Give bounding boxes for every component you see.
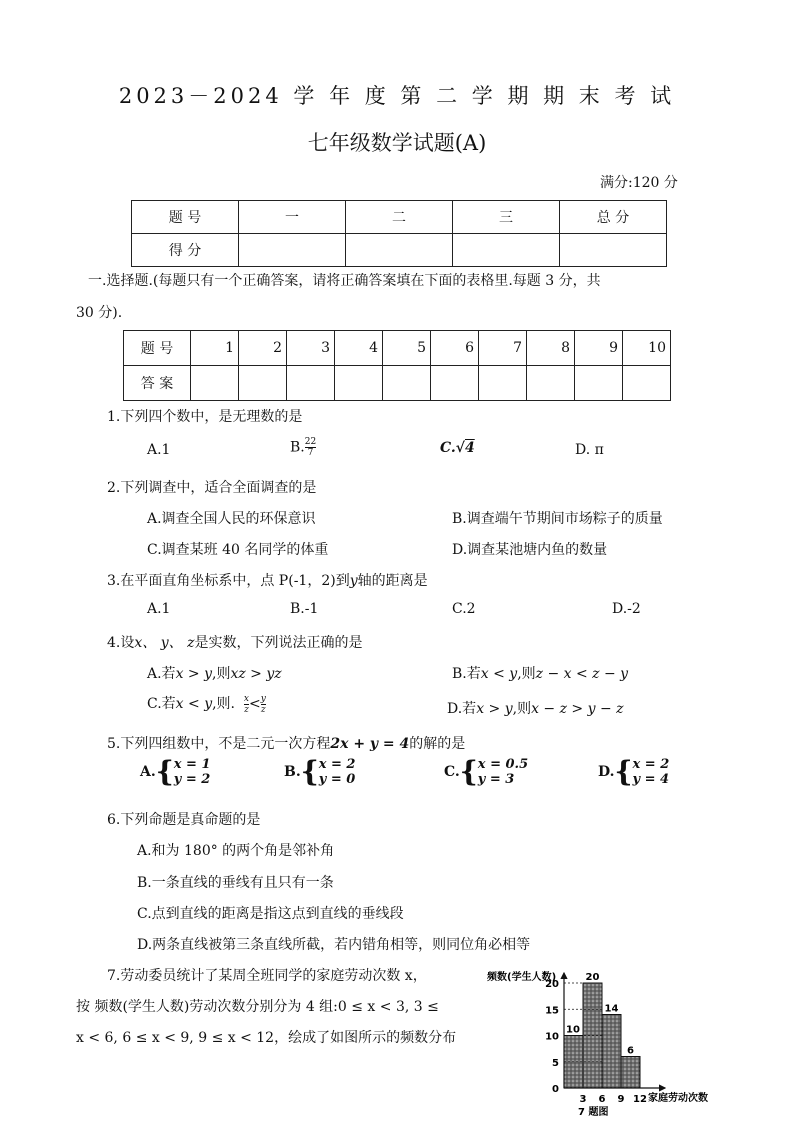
brace-icon: { — [300, 755, 319, 788]
answer-table — [123, 330, 671, 401]
q5-stem-math: 2x + y = 4 — [330, 736, 410, 752]
q4-a-pre: A.若 — [147, 666, 176, 682]
x-tick-labels — [580, 1094, 647, 1105]
q4-d-math: x > y — [476, 701, 513, 717]
q5-c-eq1: x = 0.5 — [477, 757, 529, 772]
q5-a-system — [174, 757, 211, 787]
answer-blank[interactable] — [527, 366, 575, 401]
q5-b-eq1: x = 2 — [318, 757, 356, 772]
y-tick-label: 15 — [545, 1005, 559, 1017]
q5-c-label: C. — [444, 764, 460, 780]
q4-b-mid: ,则 — [517, 666, 536, 682]
q3-stem-a: 3.在平面直角坐标系中，点 P(-1，2)到 — [107, 573, 350, 589]
x-tick-label: 12 — [633, 1094, 647, 1105]
frequency-histogram — [480, 968, 730, 1118]
q6-option-a: A.和为 180° 的两个角是邻补角 — [137, 843, 335, 859]
q5-option-a — [140, 757, 211, 787]
exam-subtitle: 七年级数学试题(A) — [307, 131, 487, 155]
score-table — [131, 200, 667, 267]
bar-value-label: 6 — [627, 1045, 634, 1057]
answer-blank[interactable] — [287, 366, 335, 401]
sqrt-icon: √ — [455, 440, 465, 456]
q4-d-mid: ,则 — [512, 701, 532, 717]
answer-number: 1 — [191, 331, 239, 366]
answer-number: 5 — [383, 331, 431, 366]
q4-d-math2: x − z > y − z — [531, 701, 624, 717]
q4-c-l-num: x — [243, 693, 249, 704]
q4-c-r-den: z — [260, 704, 266, 715]
q5-a-eq2: y = 2 — [173, 772, 211, 787]
answer-number: 2 — [239, 331, 287, 366]
q2-option-c: C.调查某班 40 名同学的体重 — [147, 542, 329, 558]
q2-option-b: B.调查端午节期间市场粽子的质量 — [452, 511, 663, 527]
q5-c-eq2: y = 3 — [477, 772, 515, 787]
score-blank[interactable] — [239, 234, 346, 267]
score-cell: 一 — [239, 201, 346, 234]
q3-option-c: C.2 — [452, 601, 476, 617]
answer-number: 7 — [479, 331, 527, 366]
answer-table-label: 答 案 — [124, 366, 191, 401]
q2-option-a: A.调查全国人民的环保意识 — [147, 511, 316, 527]
q5-option-b — [284, 757, 355, 787]
q5-d-label: D. — [598, 764, 615, 780]
q4-b-math2: z − x < z − y — [535, 666, 629, 682]
q4-b-pre: B.若 — [452, 666, 481, 682]
q4-option-a — [147, 663, 282, 683]
q3-stem — [107, 570, 428, 590]
y-tick-label: 10 — [545, 1031, 559, 1043]
q5-b-eq2: y = 0 — [318, 772, 356, 787]
q2-option-d: D.调查某池塘内鱼的数量 — [452, 542, 608, 558]
histogram-bar — [621, 1057, 640, 1089]
q4-c-frac-right — [261, 694, 266, 715]
score-cell: 总 分 — [560, 201, 667, 234]
q4-option-c — [147, 693, 266, 715]
answer-blank[interactable] — [575, 366, 623, 401]
q5-b-system — [319, 757, 356, 787]
answer-blank[interactable] — [479, 366, 527, 401]
q1-stem: 1.下列四个数中，是无理数的是 — [107, 409, 303, 425]
q7-line1: 7.劳动委员统计了某周全班同学的家庭劳动次数 x， — [107, 968, 427, 984]
y-tick-labels — [545, 979, 559, 1095]
score-blank[interactable] — [560, 234, 667, 267]
q4-c-mid: ,则. — [212, 696, 236, 712]
q1-fraction — [305, 437, 316, 458]
score-cell: 三 — [453, 201, 560, 234]
y-tick-label: 20 — [545, 979, 559, 990]
q1-option-c-label: C. — [440, 440, 456, 456]
q3-option-a: A.1 — [147, 601, 171, 617]
answer-blank[interactable] — [623, 366, 671, 401]
q4-c-r-num: y — [260, 693, 266, 704]
score-table-header-row — [132, 201, 667, 234]
answer-blank[interactable] — [431, 366, 479, 401]
q1-option-c — [440, 440, 475, 456]
x-axis-label: 家庭劳动次数 — [648, 1093, 708, 1104]
exam-title: 2023－2024 学 年 度 第 二 学 期 期 末 考 试 — [118, 84, 676, 108]
q3-option-d: D.-2 — [612, 601, 641, 617]
q4-a-mid: ,则 — [212, 666, 231, 682]
answer-table-label: 题 号 — [124, 331, 191, 366]
bar-value-label: 20 — [585, 972, 600, 983]
score-blank[interactable] — [346, 234, 453, 267]
section-intro-line2: 30 分). — [76, 305, 123, 321]
brace-icon: { — [614, 755, 633, 788]
less-than-icon: < — [249, 696, 261, 712]
q5-a-eq1: x = 1 — [173, 757, 211, 772]
q7-line3: x < 6, 6 ≤ x < 9, 9 ≤ x < 12，绘成了如图所示的频数分布 — [76, 1030, 457, 1046]
full-score: 满分:120 分 — [600, 175, 678, 191]
q4-stem-a: 4.设 — [107, 635, 135, 651]
answer-blank[interactable] — [191, 366, 239, 401]
q5-stem — [107, 733, 465, 753]
q5-d-system — [633, 757, 670, 787]
q5-stem-a: 5.下列四组数中，不是二元一次方程 — [107, 736, 331, 752]
x-tick-label: 3 — [579, 1094, 587, 1105]
q4-a-math: x > y — [175, 666, 212, 682]
y-tick-label: 0 — [552, 1084, 559, 1095]
q5-a-label: A. — [140, 764, 156, 780]
score-blank[interactable] — [453, 234, 560, 267]
score-table-score-row — [132, 234, 667, 267]
q4-option-b — [452, 663, 628, 683]
answer-blank[interactable] — [239, 366, 287, 401]
chart-caption: 7 题图 — [578, 1107, 609, 1118]
q4-c-l-den: z — [244, 704, 249, 715]
q6-option-b: B.一条直线的垂线有且只有一条 — [137, 875, 334, 891]
brace-icon: { — [155, 755, 174, 788]
y-tick-label: 5 — [552, 1057, 559, 1069]
answer-number: 10 — [623, 331, 671, 366]
q3-stem-var: y — [349, 573, 358, 589]
q4-a-math2: xz > yz — [230, 666, 282, 682]
x-tick-label: 9 — [617, 1094, 625, 1105]
q5-d-eq1: x = 2 — [632, 757, 670, 772]
answer-table-number-row — [124, 331, 671, 366]
answer-number: 4 — [335, 331, 383, 366]
q4-stem-vars: x、 y、 z — [134, 635, 195, 651]
q5-d-eq2: y = 4 — [632, 772, 670, 787]
answer-number: 9 — [575, 331, 623, 366]
brace-icon: { — [459, 755, 478, 788]
q1-option-b — [290, 437, 316, 458]
bar-value-label: 10 — [566, 1024, 580, 1036]
answer-blank[interactable] — [383, 366, 431, 401]
q3-stem-b: 轴的距离是 — [357, 573, 428, 589]
q5-c-system — [478, 757, 528, 787]
q1-option-a: A.1 — [147, 442, 171, 458]
q6-stem: 6.下列命题是真命题的是 — [107, 812, 261, 828]
q4-c-math: x < y — [175, 696, 213, 712]
q4-d-pre: D.若 — [447, 701, 477, 717]
q1-option-d: D. π — [575, 442, 604, 458]
q7-line2: 按 频数(学生人数)劳动次数分别分为 4 组:0 ≤ x < 3, 3 ≤ — [76, 999, 439, 1015]
histogram-bar — [602, 1015, 621, 1089]
y-axis-label: 频数(学生人数) — [487, 972, 557, 983]
q3-option-b: B.-1 — [290, 601, 319, 617]
x-tick-label: 6 — [598, 1094, 606, 1105]
q1-frac-num: 22 — [304, 437, 317, 447]
q4-stem — [107, 632, 362, 652]
q5-b-label: B. — [284, 764, 301, 780]
q4-c-pre: C.若 — [147, 696, 176, 712]
q4-b-math: x < y — [480, 666, 518, 682]
q6-option-c: C.点到直线的距离是指这点到直线的垂线段 — [137, 906, 404, 922]
answer-table-answer-row — [124, 366, 671, 401]
score-cell: 得 分 — [132, 234, 239, 267]
score-cell: 二 — [346, 201, 453, 234]
answer-number: 8 — [527, 331, 575, 366]
score-cell: 题 号 — [132, 201, 239, 234]
q1-frac-den: 7 — [307, 448, 314, 458]
q2-stem: 2.下列调查中，适合全面调查的是 — [107, 480, 317, 496]
answer-number: 6 — [431, 331, 479, 366]
q5-option-d — [598, 757, 669, 787]
answer-blank[interactable] — [335, 366, 383, 401]
q4-stem-b: 是实数，下列说法正确的是 — [194, 635, 363, 651]
q4-option-d — [447, 698, 624, 718]
q6-option-d: D.两条直线被第三条直线所截，若内错角相等，则同位角必相等 — [137, 937, 531, 953]
q5-stem-b: 的解的是 — [409, 736, 466, 752]
bar-value-label: 14 — [604, 1003, 619, 1015]
q1-option-b-label: B. — [290, 439, 305, 456]
section-intro-line1: 一.选择题.(每题只有一个正确答案，请将正确答案填在下面的表格里.每题 3 分，共 — [88, 273, 601, 289]
answer-number: 3 — [287, 331, 335, 366]
q5-option-c — [444, 757, 528, 787]
q1-radicand: 4 — [464, 440, 475, 456]
